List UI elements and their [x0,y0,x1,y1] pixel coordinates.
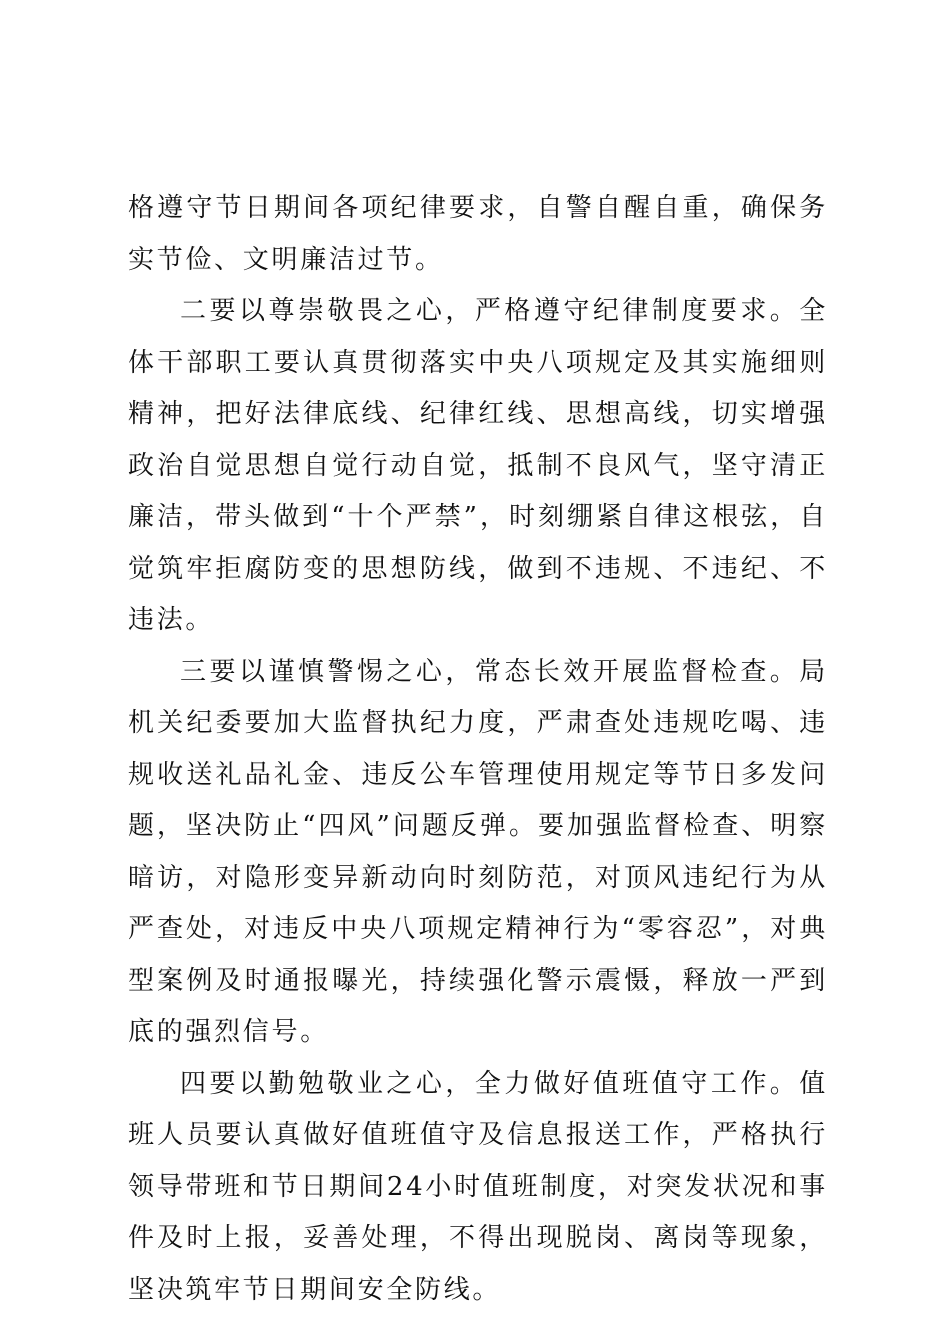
document-body [128,183,828,1316]
paragraph-item-2: 二要以尊崇敬畏之心，严格遵守纪律制度要求。全体干部职工要认真贯彻落实中央八项规定及其实施细则精神，把好法律底线、纪律红线、思想高线，切实增强政治自觉思想自觉行动自觉，抵制不良风气，坚守清正廉洁，带头做到“十个严禁”，时刻绷紧自律这根弦，自觉筑牢拒腐防变的思想防线，做到不违规、不违纪、不违法。 [128,296,828,635]
paragraph-continued: 格遵守节日期间各项纪律要求，自警自醒自重，确保务实节俭、文明廉洁过节。 [128,193,828,275]
paragraph-item-4: 四要以勤勉敬业之心，全力做好值班值守工作。值班人员要认真做好值班值守及信息报送工作，严格执行领导带班和节日期间24小时值班制度，对突发状况和事件及时上报，妥善处理，不得出现脱岗、离岗等现象，坚决筑牢节日期间安全防线。 [128,1068,828,1305]
paragraph-item-3: 三要以谨慎警惕之心，常态长效开展监督检查。局机关纪委要加大监督执纪力度，严肃查处违规吃喝、违规收送礼品礼金、违反公车管理使用规定等节日多发问题，坚决防止“四风”问题反弹。要加强监督检查、明察暗访，对隐形变异新动向时刻防范，对顶风违纪行为从严查处，对违反中央八项规定精神行为“零容忍”，对典型案例及时通报曝光，持续强化警示震慑，释放一严到底的强烈信号。 [128,656,828,1047]
